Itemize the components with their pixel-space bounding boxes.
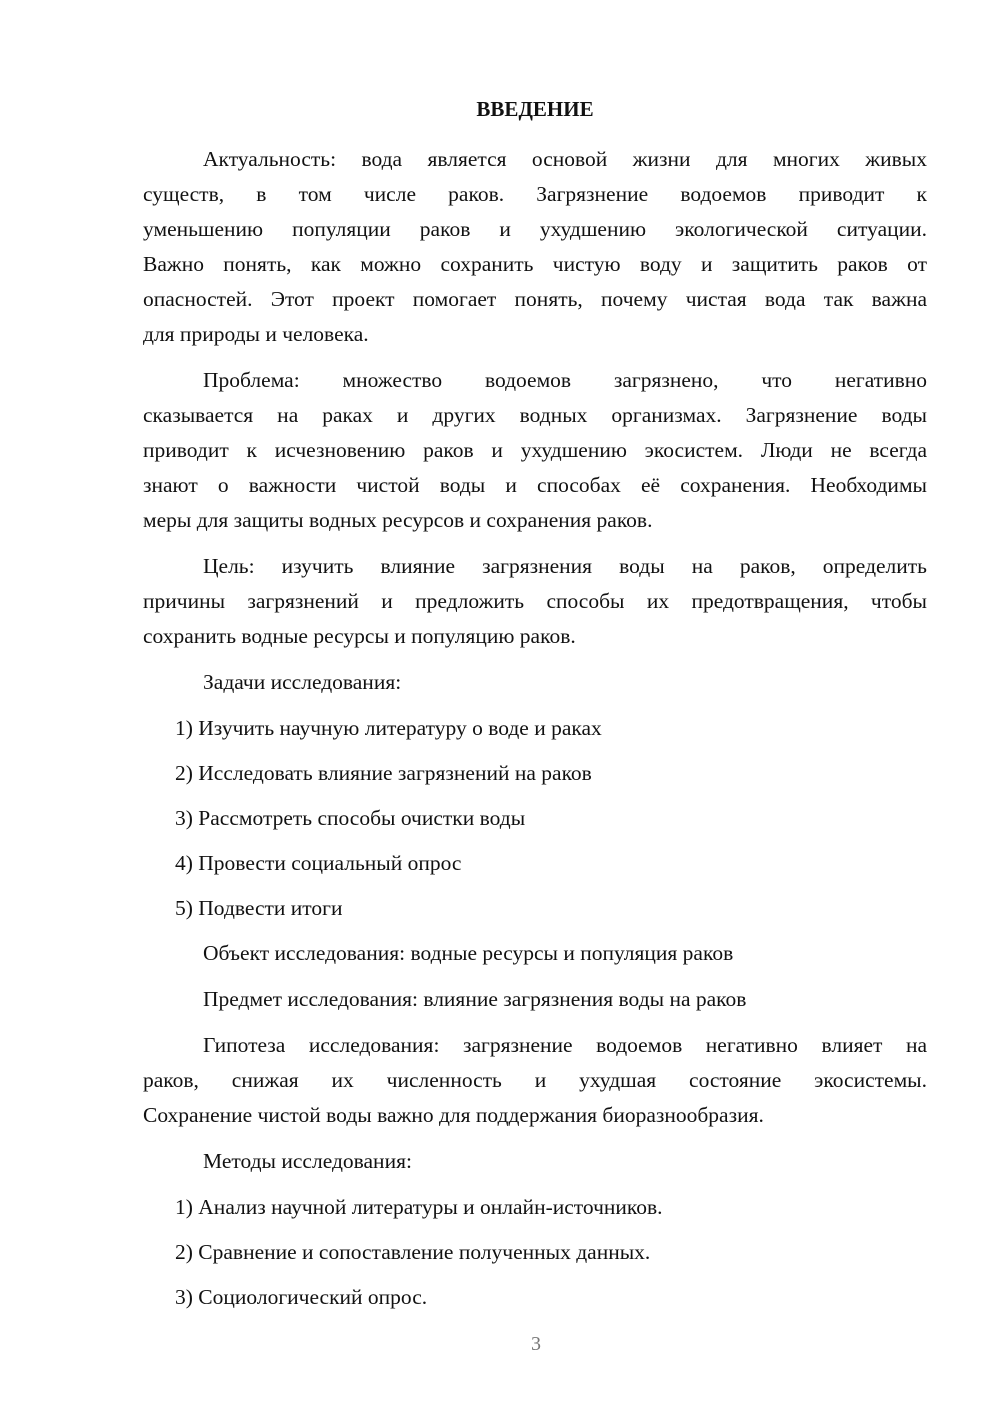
text-line: причины загрязнений и предложить способы их предотвращения, чтобы xyxy=(143,589,927,613)
text-line: приводит к исчезновению раков и ухудшению экосистем. Люди не всегда xyxy=(143,438,927,462)
hypothesis-paragraph xyxy=(143,1028,927,1133)
text-line: для природы и человека. xyxy=(143,322,369,346)
research-object: Объект исследования: водные ресурсы и популяция раков xyxy=(203,941,734,965)
text-line: Актуальность: вода является основой жизни для многих живых xyxy=(203,147,927,171)
text-line: уменьшению популяции раков и ухудшению экологической ситуации. xyxy=(143,217,927,241)
task-item: 2) Исследовать влияние загрязнений на раков xyxy=(175,761,592,785)
method-item: 2) Сравнение и сопоставление полученных данных. xyxy=(175,1240,651,1264)
task-item: 5) Подвести итоги xyxy=(175,896,343,920)
task-item: 3) Рассмотреть способы очистки воды xyxy=(175,806,526,830)
page-number: 3 xyxy=(531,1333,541,1355)
text-line: Проблема: множество водоемов загрязнено, что негативно xyxy=(203,368,927,392)
text-line: раков, снижая их численность и ухудшая состояние экосистемы. xyxy=(143,1068,927,1092)
text-line: опасностей. Этот проект помогает понять, почему чистая вода так важна xyxy=(143,287,927,311)
text-line: Сохранение чистой воды важно для поддержания биоразнообразия. xyxy=(143,1103,764,1127)
problem-paragraph xyxy=(143,363,927,538)
text-line: Гипотеза исследования: загрязнение водоемов негативно влияет на xyxy=(203,1033,927,1057)
tasks-heading: Задачи исследования: xyxy=(203,670,402,694)
method-item: 3) Социологический опрос. xyxy=(175,1285,428,1309)
text-line: Цель: изучить влияние загрязнения воды на раков, определить xyxy=(203,554,927,578)
text-line: сохранить водные ресурсы и популяцию раков. xyxy=(143,624,576,648)
task-item: 1) Изучить научную литературу о воде и раках xyxy=(175,716,602,740)
research-subject: Предмет исследования: влияние загрязнения воды на раков xyxy=(203,987,747,1011)
document-page xyxy=(143,92,927,1325)
text-line: существ, в том числе раков. Загрязнение водоемов приводит к xyxy=(143,182,927,206)
method-item: 1) Анализ научной литературы и онлайн-источников. xyxy=(175,1195,663,1219)
text-line: сказывается на раках и других водных организмах. Загрязнение воды xyxy=(143,403,927,427)
goal-paragraph xyxy=(143,549,927,654)
task-item: 4) Провести социальный опрос xyxy=(175,851,462,875)
methods-heading: Методы исследования: xyxy=(203,1149,412,1173)
text-line: Важно понять, как можно сохранить чистую воду и защитить раков от xyxy=(143,252,927,276)
text-line: знают о важности чистой воды и способах её сохранения. Необходимы xyxy=(143,473,927,497)
relevance-paragraph xyxy=(143,142,927,352)
text-line: меры для защиты водных ресурсов и сохранения раков. xyxy=(143,508,653,532)
section-title: ВВЕДЕНИЕ xyxy=(476,97,594,121)
